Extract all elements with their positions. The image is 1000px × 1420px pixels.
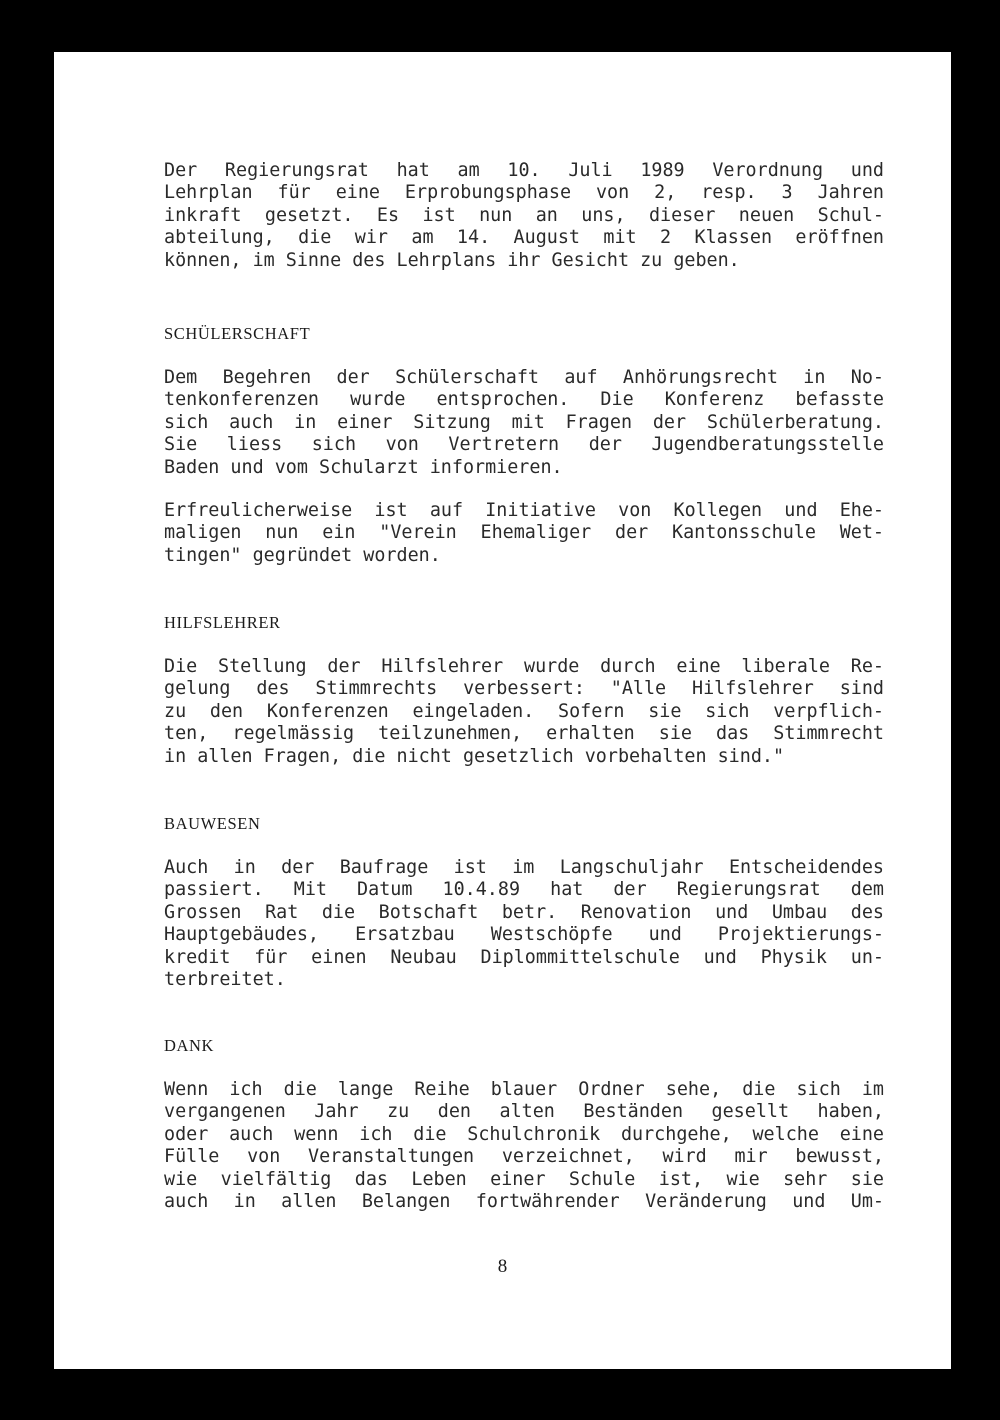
text-line: Baden und vom Schularzt informieren.: [164, 456, 563, 478]
text-line: in allen Fragen, die nicht gesetzlich vorbehalten sind.": [164, 745, 785, 767]
paragraph-bauwesen: [164, 857, 884, 991]
text-line: Lehrplan für eine Erprobungsphase von 2, resp. 3 Jahren: [164, 182, 884, 204]
text-line: abteilung, die wir am 14. August mit 2 Klassen eröffnen: [164, 227, 884, 249]
text-line: Fülle von Veranstaltungen verzeichnet, wird mir bewusst,: [164, 1146, 884, 1168]
paragraph-intro: [164, 160, 884, 272]
text-line: inkraft gesetzt. Es ist nun an uns, dieser neuen Schul-: [164, 204, 884, 226]
section-heading-bauwesen: BAUWESEN: [164, 814, 261, 833]
text-line: Auch in der Baufrage ist im Langschuljahr Entscheidendes: [164, 857, 884, 878]
section-heading-hilfslehrer: HILFSLEHRER: [164, 613, 281, 632]
text-line: ten, regelmässig teilzunehmen, erhalten sie das Stimmrecht: [164, 723, 884, 745]
text-line: vergangenen Jahr zu den alten Beständen gesellt haben,: [164, 1101, 884, 1123]
text-line: Sie liess sich von Vertretern der Jugendberatungsstelle: [164, 434, 884, 456]
text-line: können, im Sinne des Lehrplans ihr Gesicht zu geben.: [164, 249, 740, 271]
text-line: terbreitet.: [164, 969, 286, 991]
paragraph-schuelerschaft-2: [164, 500, 884, 567]
paragraph-schuelerschaft-1: [164, 367, 884, 479]
paragraph-hilfslehrer: [164, 656, 884, 768]
section-heading-schuelerschaft: SCHÜLERSCHAFT: [164, 324, 311, 343]
text-line: Wenn ich die lange Reihe blauer Ordner sehe, die sich im: [164, 1079, 884, 1100]
text-line: Hauptgebäudes, Ersatzbau Westschöpfe und Projektierungs-: [164, 924, 884, 946]
page-number: 8: [497, 1256, 508, 1277]
text-line: gelung des Stimmrechts verbessert: "Alle Hilfslehrer sind: [164, 678, 884, 700]
document-page: [54, 52, 951, 1369]
paragraph-dank: [164, 1079, 884, 1213]
text-line: kredit für einen Neubau Diplommittelschule und Physik un-: [164, 946, 884, 968]
text-line: Der Regierungsrat hat am 10. Juli 1989 Verordnung und: [164, 160, 884, 181]
text-line: wie vielfältig das Leben einer Schule ist, wie sehr sie: [164, 1168, 884, 1190]
text-line: tingen" gegründet worden.: [164, 544, 441, 566]
text-line: sich auch in einer Sitzung mit Fragen der Schülerberatung.: [164, 411, 884, 433]
text-line: passiert. Mit Datum 10.4.89 hat der Regierungsrat dem: [164, 879, 884, 901]
text-line: zu den Konferenzen eingeladen. Sofern sie sich verpflich-: [164, 700, 884, 722]
text-line: Die Stellung der Hilfslehrer wurde durch eine liberale Re-: [164, 656, 884, 677]
text-line: Dem Begehren der Schülerschaft auf Anhörungsrecht in No-: [164, 367, 884, 388]
text-line: maligen nun ein "Verein Ehemaliger der Kantonsschule Wet-: [164, 522, 884, 544]
text-line: Erfreulicherweise ist auf Initiative von Kollegen und Ehe-: [164, 500, 884, 521]
text-line: tenkonferenzen wurde entsprochen. Die Konferenz befasste: [164, 389, 884, 411]
section-heading-dank: DANK: [164, 1036, 215, 1055]
text-line: oder auch wenn ich die Schulchronik durchgehe, welche eine: [164, 1123, 884, 1145]
text-line: auch in allen Belangen fortwährender Veränderung und Um-: [164, 1191, 884, 1213]
text-line: Grossen Rat die Botschaft betr. Renovation und Umbau des: [164, 901, 884, 923]
